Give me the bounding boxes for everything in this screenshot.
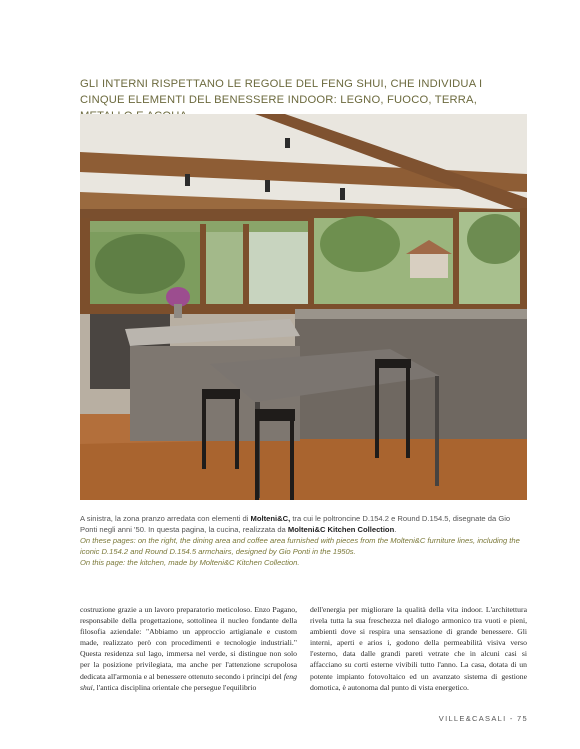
photo-captions: [80, 513, 527, 568]
kitchen-photo: [80, 114, 527, 500]
body-column-1: [80, 604, 297, 693]
article-headline: GLI INTERNI RISPETTANO LE REGOLE DEL FENG SHUI, CHE INDIVIDUA I CINQUE ELEMENTI DEL BENESSERE INDOOR: LEGNO, FUOCO, TERRA,: [80, 78, 483, 106]
caption-en-line: On this page: the kitchen, made by Molteni&C Kitchen Collection.: [80, 558, 300, 567]
caption-italian: [80, 513, 527, 535]
page-folio: VILLE&CASALI - 75: [438, 714, 528, 723]
caption-it-text: A sinistra, la zona pranzo arredata con elementi di: [80, 514, 251, 523]
brand-name: Molteni&C Kitchen Collection: [287, 525, 395, 534]
brand-name: Molteni&C,: [250, 514, 291, 523]
caption-it-text: .: [394, 525, 397, 534]
caption-en-line: On these pages: on the right, the dining area and coffee area furnished with pieces from the Molteni&C furniture lines, including the iconic D.154.2 and Round D.154.5 armchairs, designed by Gio Ponti in the 1950s.: [80, 536, 520, 556]
body-text: , l'antica disciplina orientale che persegue l'equilibrio: [92, 682, 257, 692]
body-column-2: dell'energia per migliorare la qualità della vita indoor. L'architettura rivela tutta la sua freschezza nel dialogo armonico tra vuoti e pieni, ambienti dove si respira una sensazione di grande benessere. Gli interni, aperti e arios i, godono della permeabilità visiva verso l'esterno, data dalle grandi pareti vetrate che in alcuni casi si affacciano su corti esterne vivibili tutto l'anno. La casa, dotata di un potente impianto fotovoltaico ed un avanzato sistema di gestione domotica, è autonoma dal punto di vista energetico.: [310, 605, 527, 692]
body-emphasis: feng shui: [80, 671, 297, 692]
caption-it-text: tra cui le poltroncine D.154.2 e Round D.154.5, disegnate da Gio Ponti negli anni '50. In questa pagina, la cucina, realizzata da: [80, 514, 511, 534]
caption-english: [80, 535, 527, 568]
body-text: costruzione grazie a un lavoro preparatorio meticoloso. Enzo Pagano, responsabile della progettazione, sottolinea il nucleo fondante della filosofia aziendale: "Abbiamo un approccio artigianale e custom made, realizzato però con procedimenti e tecnologie industriali." Questa residenza sul lago, immersa nel verde, si distingue non solo per la posizione privilegiata, ma anche per l'attenzione scrupolosa dedicata all'armonia e al benessere ottenuto secondo i principi del: [80, 605, 297, 681]
